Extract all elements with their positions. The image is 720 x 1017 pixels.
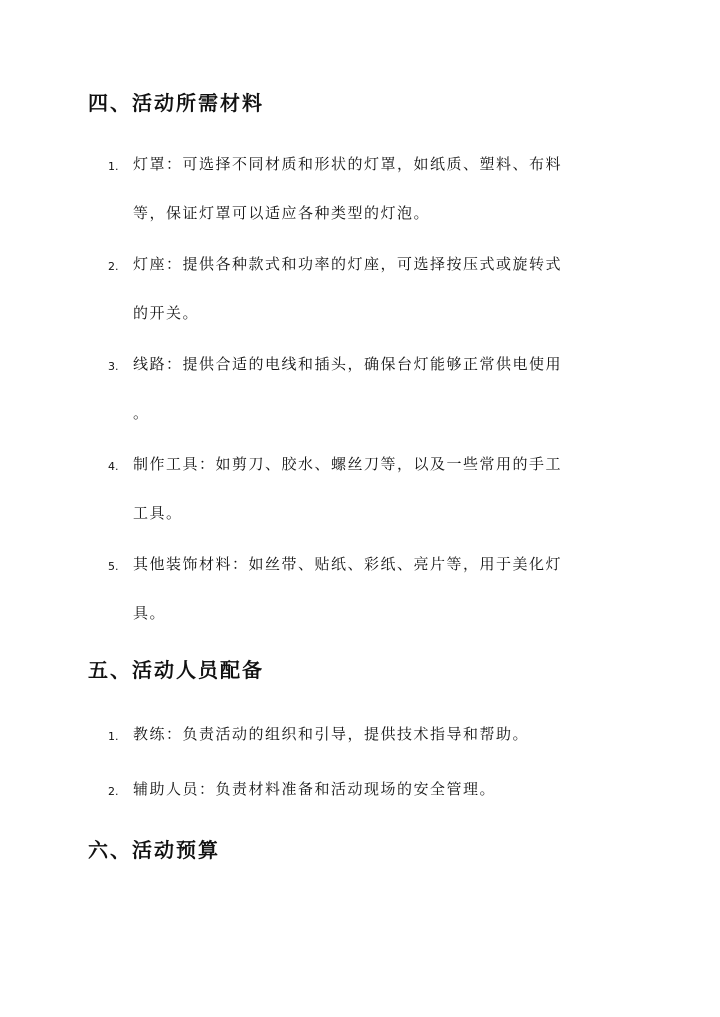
list-item-line: 等，保证灯罩可以适应各种类型的灯泡。 bbox=[133, 204, 431, 222]
list-item-number: 5. bbox=[108, 560, 119, 573]
list-item-text bbox=[133, 727, 618, 776]
list-item-line: 灯罩：可选择不同材质和形状的灯罩，如纸质、塑料、布料 bbox=[133, 155, 563, 173]
list-item-text bbox=[133, 357, 618, 455]
list-item-line: 工具。 bbox=[133, 504, 183, 522]
list-item-line: 辅助人员：负责材料准备和活动现场的安全管理。 bbox=[133, 780, 497, 798]
list-item-line: 。 bbox=[133, 404, 150, 422]
section-heading: 五、活动人员配备 bbox=[88, 658, 264, 682]
section-heading: 四、活动所需材料 bbox=[88, 91, 264, 115]
list-item-text bbox=[133, 157, 618, 255]
list-item-number: 2. bbox=[108, 260, 119, 273]
list-item-line: 制作工具：如剪刀、胶水、螺丝刀等，以及一些常用的手工 bbox=[133, 455, 563, 473]
list-item-number: 1. bbox=[108, 160, 119, 173]
list-item-line: 教练：负责活动的组织和引导，提供技术指导和帮助。 bbox=[133, 725, 530, 743]
list-item-number: 1. bbox=[108, 730, 119, 743]
list-item-number: 3. bbox=[108, 360, 119, 373]
list-item-line: 线路：提供合适的电线和插头，确保台灯能够正常供电使用 bbox=[133, 355, 563, 373]
list-item-line: 具。 bbox=[133, 604, 167, 622]
section-heading: 六、活动预算 bbox=[88, 838, 220, 862]
list-item-number: 4. bbox=[108, 460, 119, 473]
list-item-text bbox=[133, 257, 618, 355]
list-item-line: 其他装饰材料：如丝带、贴纸、彩纸、亮片等，用于美化灯 bbox=[133, 555, 563, 573]
list-item-number: 2. bbox=[108, 785, 119, 798]
list-item-text bbox=[133, 557, 618, 655]
list-item-line: 的开关。 bbox=[133, 304, 200, 322]
list-item-text bbox=[133, 457, 618, 555]
list-item-text bbox=[133, 782, 618, 831]
list-item-line: 灯座：提供各种款式和功率的灯座，可选择按压式或旋转式 bbox=[133, 255, 563, 273]
